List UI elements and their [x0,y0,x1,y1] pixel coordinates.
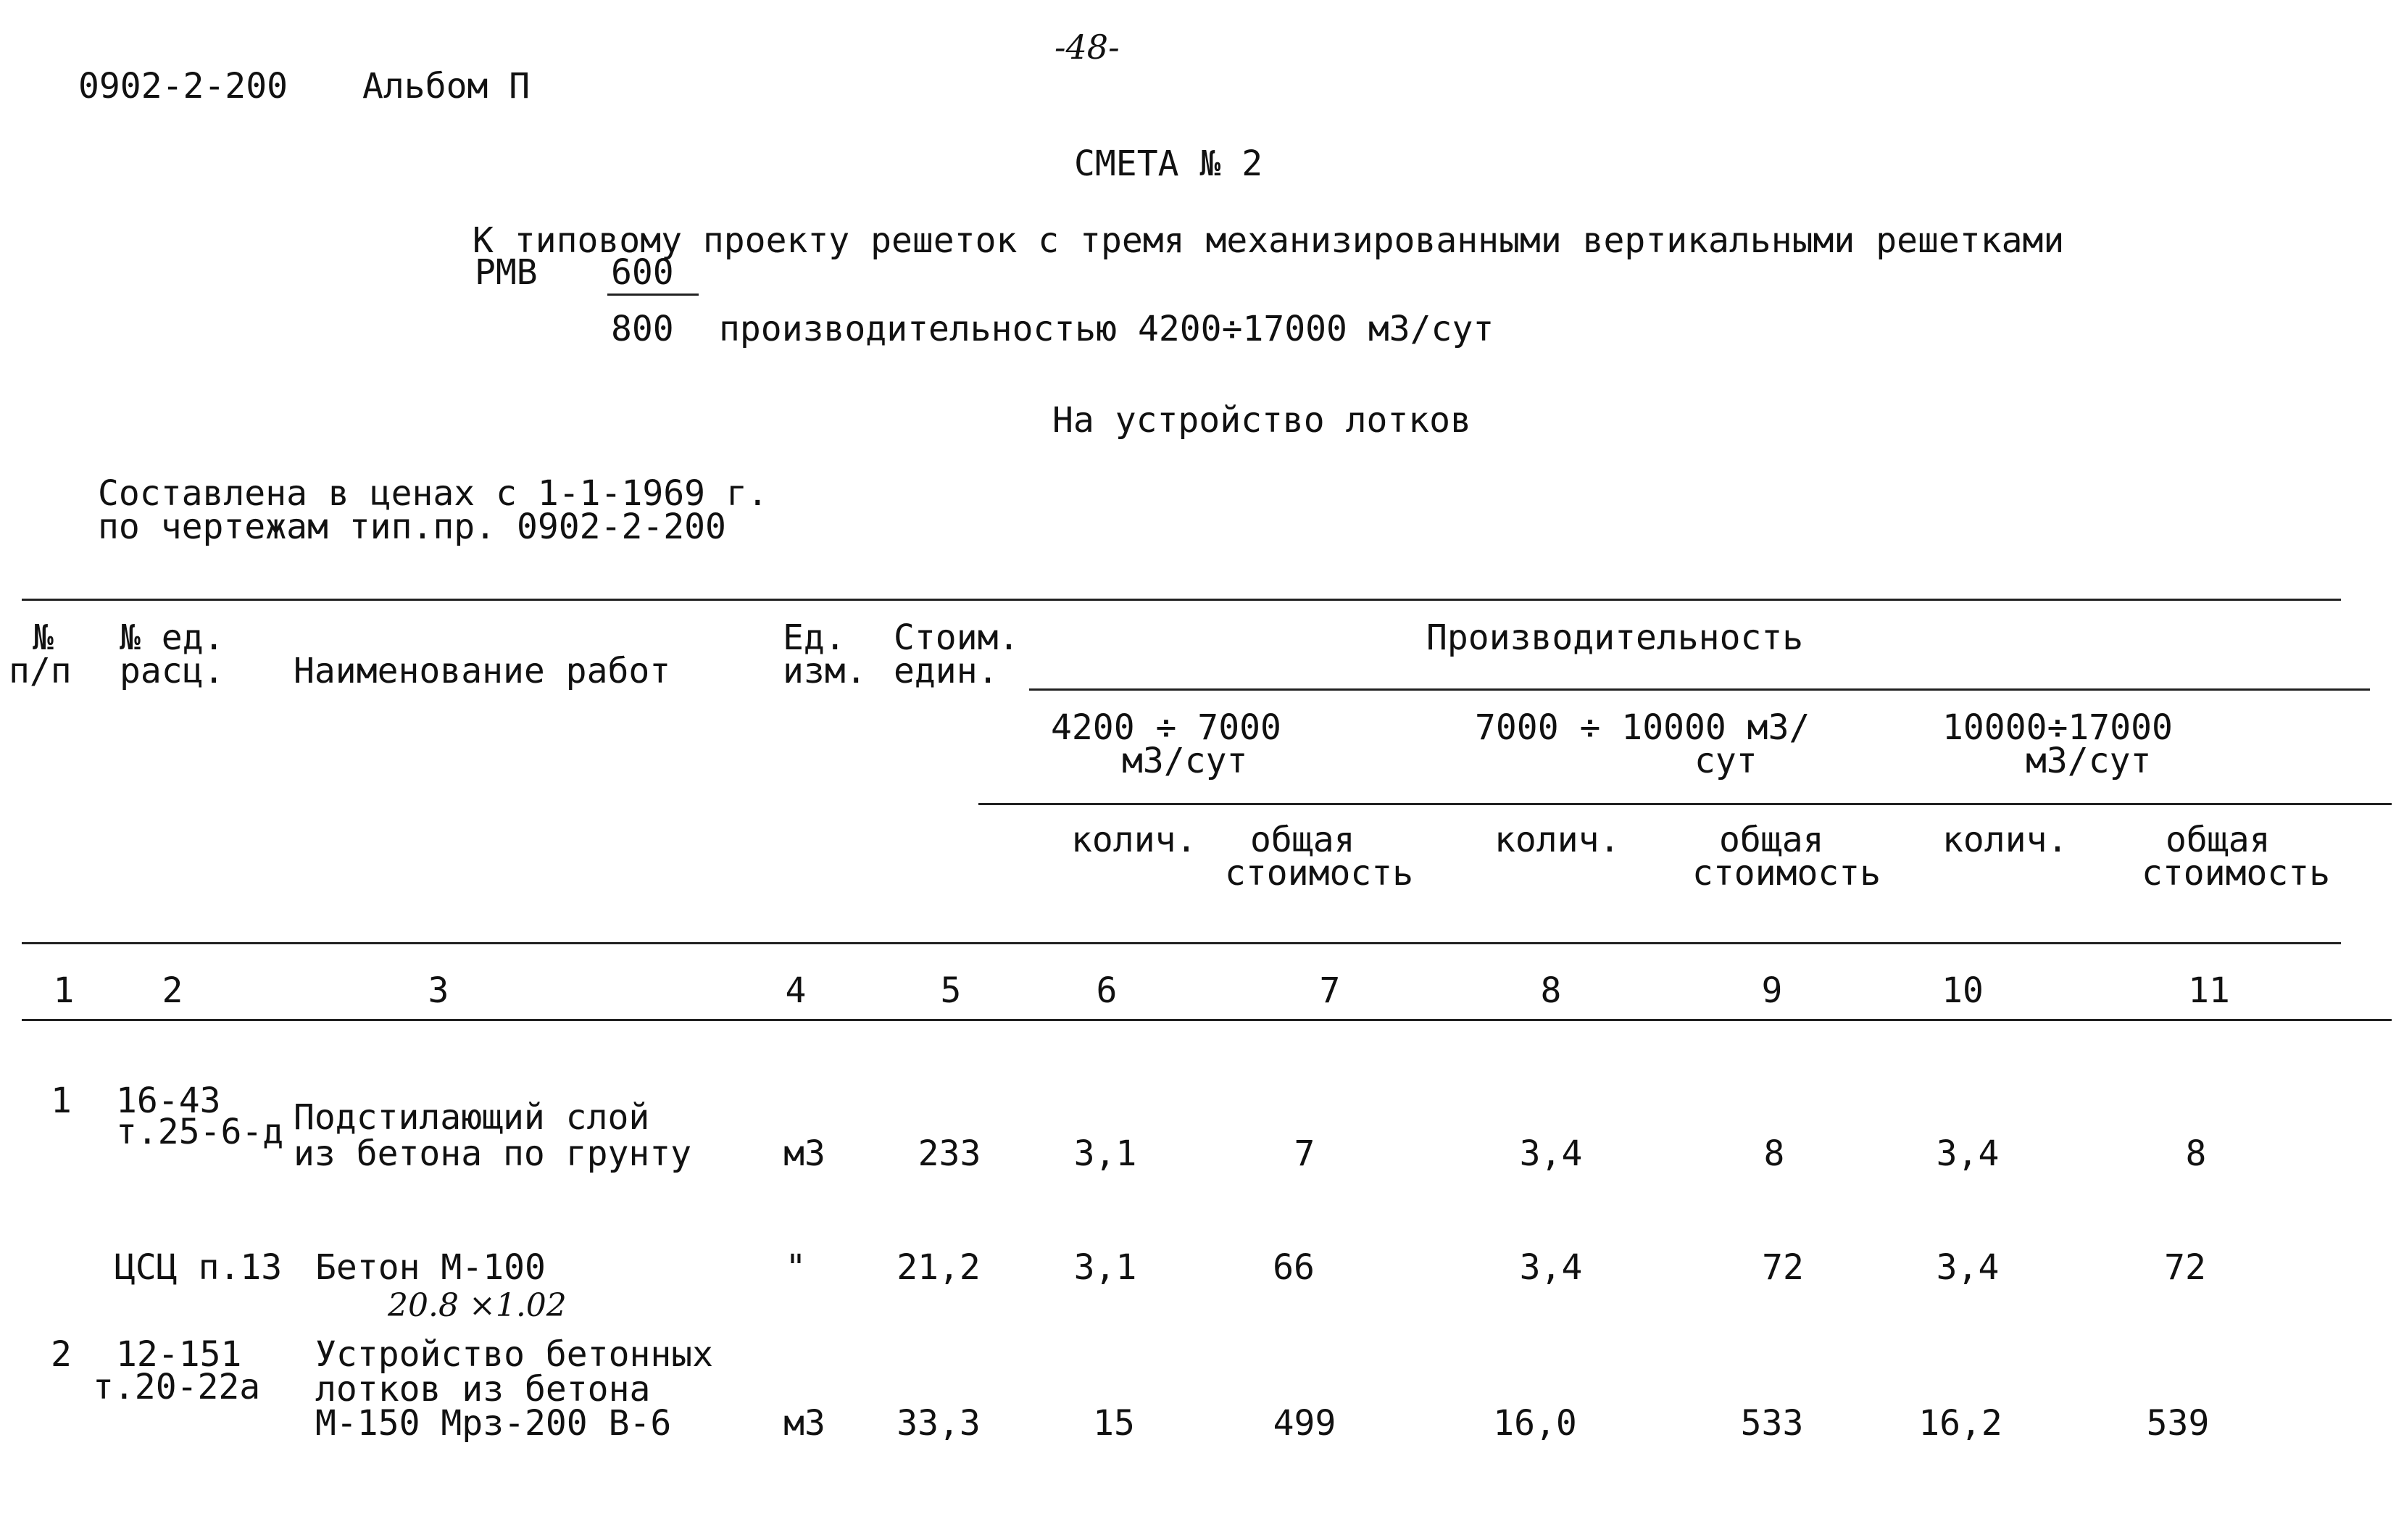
header-rate-l1: № ед. [120,617,225,658]
header-num-l1: № [33,617,54,658]
row-2-qty-1: 15 [1093,1403,1135,1444]
album-label: Альбом П [362,66,531,107]
column-number: 1 [53,970,75,1011]
table-top-rule [22,599,2341,601]
row-2-qty-2: 16,0 [1493,1403,1577,1444]
column-number: 7 [1319,970,1341,1011]
page-number: -48- [1055,28,1120,67]
row-concrete-unit: " [785,1247,807,1288]
row-concrete-note: 20.8 ×1.02 [388,1287,567,1324]
header-unit-l1: Ед. [783,617,846,658]
column-number: 3 [428,970,449,1011]
row-concrete-cost: 21,2 [897,1247,981,1288]
document-code: 0902-2-200 [78,66,288,107]
header-cost-l2: един. [894,651,999,691]
row-2-name-l3: М-150 Мрз-200 В-6 [315,1403,672,1444]
row-1-name-l2: из бетона по грунту [294,1133,692,1174]
row-2-qty-3: 16,2 [1918,1403,2002,1444]
header-cost-l1: Стоим. [894,617,1020,658]
header-bottom-rule [22,942,2341,944]
total-header-2-l1: общая [1719,820,1824,860]
group2-l2: сут [1694,741,1758,781]
row-2-num: 2 [51,1334,72,1375]
qty-header-1: колич. [1071,820,1197,860]
fraction-bottom: 800 [611,309,674,349]
row-concrete-qty-1: 3,1 [1073,1247,1137,1288]
group3-l2: м3/сут [2026,741,2152,781]
total-header-3-l2: стоимость [2142,853,2331,894]
column-number: 9 [1761,970,1783,1011]
column-number: 10 [1942,970,1984,1011]
row-1-qty-1: 3,1 [1073,1133,1137,1174]
group1-l1: 4200 ÷ 7000 [1051,707,1281,748]
row-2-total-1: 499 [1273,1403,1336,1444]
total-header-2-l2: стоимость [1692,853,1881,894]
group-rule [978,803,2392,805]
row-concrete-total-1: 66 [1273,1247,1315,1288]
row-2-name-l1: Устройство бетонных [315,1334,714,1375]
header-unit-l2: изм. [783,651,867,691]
row-concrete-qty-3: 3,4 [1936,1247,2000,1288]
title-line-2: производительностью 4200÷17000 м3/сут [719,309,1494,349]
header-num-l2: п/п [9,651,72,691]
row-concrete-name: Бетон М-100 [315,1247,546,1288]
title-line-1: К типовому проекту решеток с тремя механизированными вертикальными решетками [473,220,2065,261]
row-1-qty-2: 3,4 [1519,1133,1583,1174]
fraction-bar [607,294,699,296]
drawing-basis: по чертежам тип.пр. 0902-2-200 [98,507,726,547]
qty-header-2: колич. [1494,820,1621,860]
group3-l1: 10000÷17000 [1942,707,2173,748]
group1-l2: м3/сут [1122,741,1248,781]
total-header-3-l1: общая [2166,820,2271,860]
column-number: 5 [940,970,962,1011]
row-1-num: 1 [51,1081,72,1121]
total-header-1-l2: стоимость [1225,853,1414,894]
row-1-total-1: 7 [1294,1133,1315,1174]
row-concrete-total-2: 72 [1762,1247,1804,1288]
price-basis: Составлена в ценах с 1-1-1969 г. [98,473,768,514]
column-number: 2 [162,970,183,1011]
estimate-subject: На устройство лотков [1052,400,1471,441]
header-work-name: Наименование работ [294,651,671,691]
row-1-total-3: 8 [2185,1133,2207,1174]
row-concrete-rate: ЦСЦ п.13 [115,1247,283,1288]
qty-header-3: колич. [1942,820,2068,860]
row-concrete-qty-2: 3,4 [1519,1247,1583,1288]
estimate-heading: СМЕТА № 2 [1074,143,1263,184]
row-1-name-l1: Подстилающий слой [294,1097,650,1138]
row-2-total-3: 539 [2146,1403,2210,1444]
fraction-top: 600 [611,252,674,293]
productivity-rule [1029,688,2370,691]
column-number: 6 [1096,970,1118,1011]
group2-l1: 7000 ÷ 10000 м3/ [1475,707,1810,748]
column-number-rule [22,1019,2392,1021]
row-1-total-2: 8 [1763,1133,1785,1174]
row-2-total-2: 533 [1740,1403,1804,1444]
row-1-qty-3: 3,4 [1936,1133,2000,1174]
header-productivity: Производительность [1426,617,1804,658]
row-concrete-total-3: 72 [2164,1247,2206,1288]
row-2-name-l2: лотков из бетона [315,1369,651,1410]
total-header-1-l1: общая [1250,820,1355,860]
header-rate-l2: расц. [120,651,225,691]
row-1-rate-l1: 16-43 [116,1081,221,1121]
row-2-cost: 33,3 [897,1403,981,1444]
row-1-unit: м3 [783,1133,825,1174]
row-2-rate-l2: т.20-22а [93,1367,261,1407]
row-1-rate-l2: т.25-6-д [116,1112,284,1152]
column-number: 11 [2188,970,2230,1011]
row-2-unit: м3 [783,1403,825,1444]
rmv-label: РМВ [475,252,538,293]
row-1-cost: 233 [918,1133,981,1174]
column-number: 4 [785,970,807,1011]
row-2-rate-l1: 12-151 [116,1334,242,1375]
column-number: 8 [1540,970,1562,1011]
